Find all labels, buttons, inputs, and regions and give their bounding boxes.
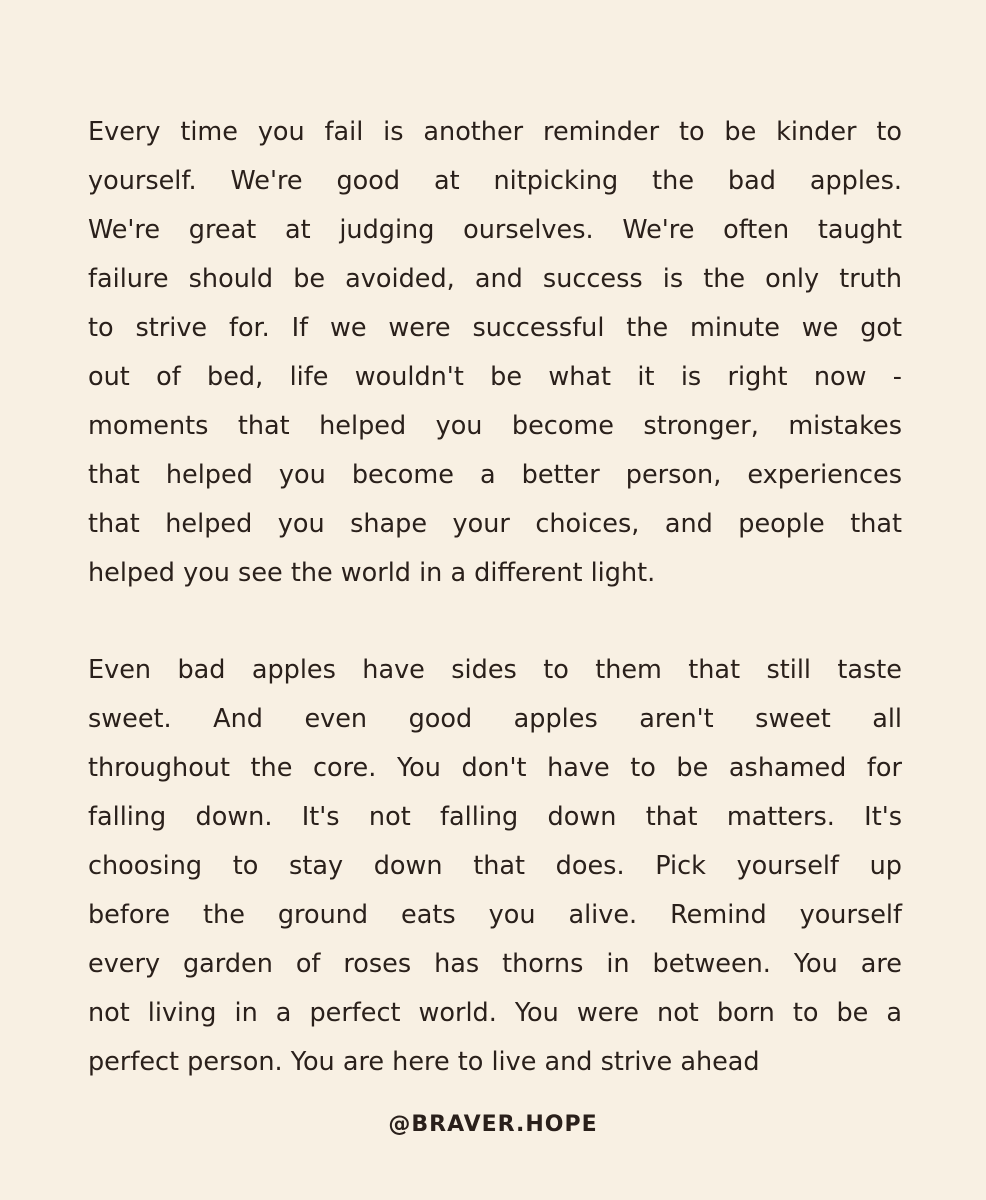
text-line: failure should be avoided, and success is the only truth — [88, 264, 902, 294]
paragraph-1 — [88, 108, 902, 598]
text-line: throughout the core. You don't have to be ashamed for — [88, 753, 902, 783]
text-line: Even bad apples have sides to them that still taste — [88, 655, 902, 685]
text-line: helped you see the world in a different light. — [88, 558, 656, 588]
text-line: that helped you become a better person, experiences — [88, 460, 902, 490]
text-line: out of bed, life wouldn't be what it is right now - — [88, 362, 902, 392]
text-line: moments that helped you become stronger, mistakes — [88, 411, 902, 441]
paragraph-2 — [88, 646, 902, 1087]
text-line: before the ground eats you alive. Remind yourself — [88, 900, 902, 930]
text-line: perfect person. You are here to live and strive ahead — [88, 1047, 760, 1077]
text-line: Every time you fail is another reminder to be kinder to — [88, 117, 902, 147]
text-line: choosing to stay down that does. Pick yourself up — [88, 851, 902, 881]
text-line: sweet. And even good apples aren't sweet all — [88, 704, 902, 734]
text-line: to strive for. If we were successful the minute we got — [88, 313, 902, 343]
account-handle: @BRAVER.HOPE — [388, 1112, 598, 1137]
text-line: not living in a perfect world. You were not born to be a — [88, 998, 902, 1028]
text-line: We're great at judging ourselves. We're often taught — [88, 215, 902, 245]
text-line: yourself. We're good at nitpicking the bad apples. — [88, 166, 902, 196]
text-line: every garden of roses has thorns in between. You are — [88, 949, 902, 979]
text-line: that helped you shape your choices, and people that — [88, 509, 902, 539]
text-line: falling down. It's not falling down that matters. It's — [88, 802, 902, 832]
